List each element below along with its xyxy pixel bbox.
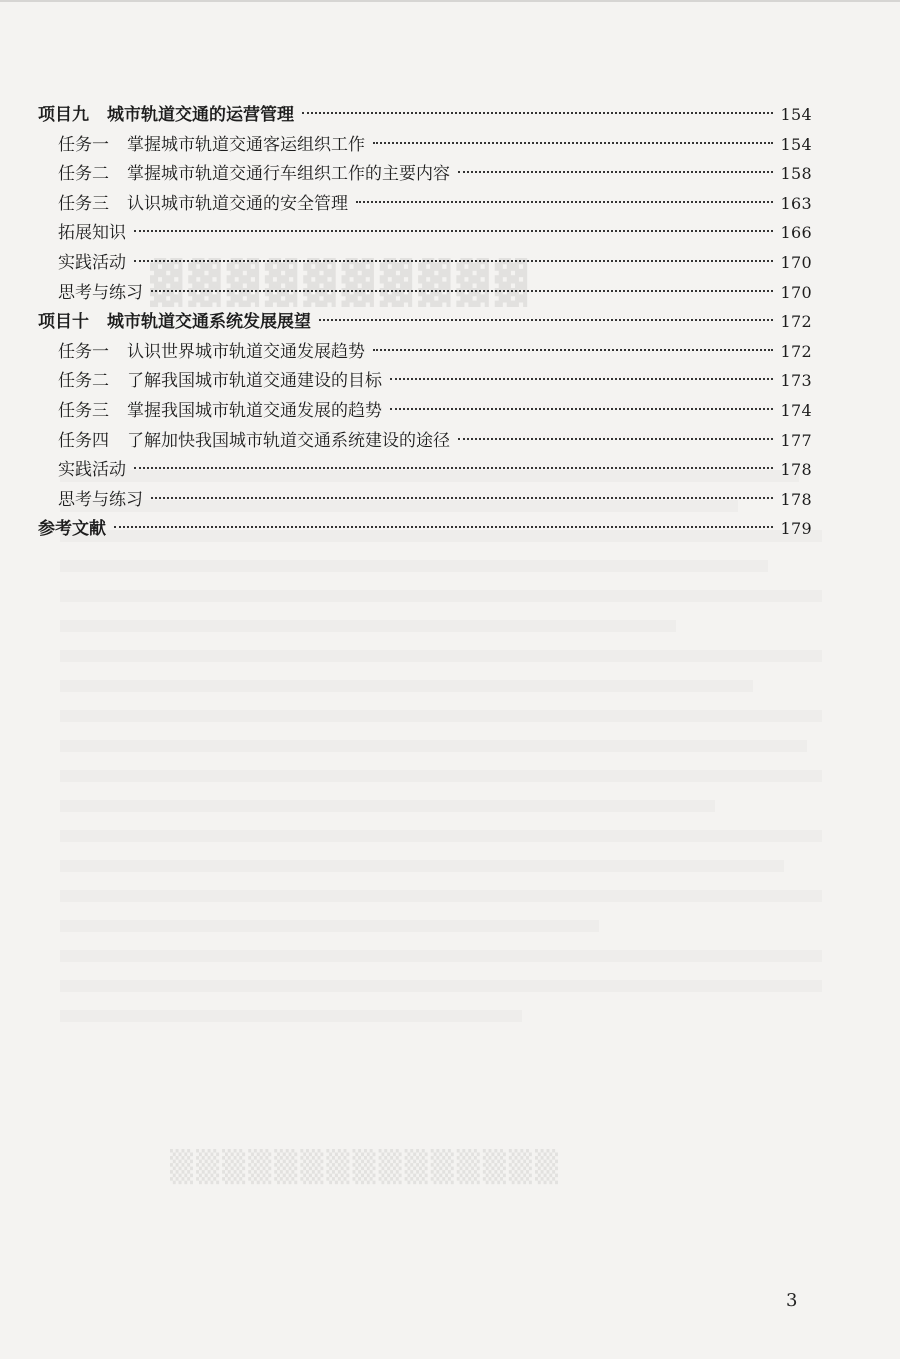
toc-page-number: 173 (780, 371, 812, 391)
toc-page-number: 179 (780, 519, 812, 539)
toc-entry[interactable] (38, 396, 812, 426)
dot-leader (134, 467, 773, 469)
bleed-through-text-block (60, 470, 830, 1040)
toc-page-number: 154 (780, 105, 812, 124)
dot-leader (373, 349, 773, 351)
toc-chapter-number: 项目十 (38, 312, 89, 333)
toc-entry-title: 认识城市轨道交通的安全管理 (127, 193, 348, 214)
toc-task-number: 任务二 (58, 164, 109, 185)
toc-chapter-9[interactable] (38, 100, 812, 130)
dot-leader (114, 526, 773, 528)
toc-entry[interactable] (38, 278, 812, 308)
toc-entry-title: 实践活动 (58, 460, 126, 481)
toc-entry[interactable] (38, 130, 812, 160)
dot-leader (373, 142, 773, 144)
toc-entry-title: 了解加快我国城市轨道交通系统建设的途径 (127, 430, 450, 451)
dot-leader (390, 378, 773, 380)
toc-entry-title: 掌握我国城市轨道交通发展的趋势 (127, 400, 382, 421)
toc-task-number: 任务三 (58, 193, 109, 214)
toc-chapter-title: 参考文献 (38, 519, 106, 540)
toc-page-number: 172 (780, 312, 812, 332)
toc-entry-title: 掌握城市轨道交通行车组织工作的主要内容 (127, 164, 450, 185)
toc-entry[interactable] (38, 337, 812, 367)
toc-task-number: 任务三 (58, 400, 109, 421)
toc-entry[interactable] (38, 248, 812, 278)
toc-chapter-title: 城市轨道交通系统发展展望 (107, 312, 311, 333)
dot-leader (356, 201, 773, 203)
page-footer-number: 3 (786, 1290, 798, 1311)
toc-entry-title: 掌握城市轨道交通客运组织工作 (127, 134, 365, 155)
dot-leader (302, 112, 773, 114)
toc-references[interactable] (38, 514, 812, 544)
toc-entry-title: 思考与练习 (58, 282, 143, 303)
toc-page-number: 158 (780, 164, 812, 184)
toc-entry[interactable] (38, 455, 812, 485)
bleed-through-heading: ▒▒▒▒▒▒▒▒▒▒▒▒▒▒▒ (170, 1150, 562, 1185)
toc-entry-title: 思考与练习 (58, 489, 143, 510)
toc-entry[interactable] (38, 366, 812, 396)
toc-entry[interactable] (38, 426, 812, 456)
toc-entry-title: 了解我国城市轨道交通建设的目标 (127, 371, 382, 392)
dot-leader (390, 408, 773, 410)
bleed-through-title: ▓▓▓▓▓▓▓▓▓▓ (150, 258, 533, 307)
toc-entry[interactable] (38, 485, 812, 515)
toc-entry-title: 认识世界城市轨道交通发展趋势 (127, 341, 365, 362)
toc-task-number: 任务一 (58, 341, 109, 362)
toc-page-number: 170 (780, 252, 812, 272)
toc-page-number: 163 (780, 193, 812, 213)
dot-leader (134, 230, 773, 232)
toc-chapter-title: 城市轨道交通的运营管理 (107, 105, 294, 125)
top-border-line (0, 0, 900, 2)
toc-entry-title: 实践活动 (58, 252, 126, 273)
dot-leader (134, 260, 773, 262)
toc-entry[interactable] (38, 218, 812, 248)
toc-page-number: 154 (780, 134, 812, 154)
toc-page-number: 177 (780, 430, 812, 450)
toc-page-number: 170 (780, 282, 812, 302)
toc-task-number: 任务二 (58, 371, 109, 392)
dot-leader (458, 438, 773, 440)
table-of-contents (38, 100, 812, 544)
toc-chapter-number: 项目九 (38, 105, 89, 125)
toc-entry[interactable] (38, 159, 812, 189)
dot-leader (151, 290, 773, 292)
toc-task-number: 任务四 (58, 430, 109, 451)
dot-leader (458, 171, 773, 173)
toc-chapter-10[interactable] (38, 307, 812, 337)
dot-leader (151, 497, 773, 499)
toc-task-number: 任务一 (58, 134, 109, 155)
toc-page-number: 178 (780, 489, 812, 509)
dot-leader (319, 319, 773, 321)
toc-page-number: 174 (780, 400, 812, 420)
toc-page-number: 166 (780, 223, 812, 243)
toc-page-number: 172 (780, 341, 812, 361)
toc-entry[interactable] (38, 189, 812, 219)
toc-page-number: 178 (780, 460, 812, 480)
toc-entry-title: 拓展知识 (58, 223, 126, 244)
